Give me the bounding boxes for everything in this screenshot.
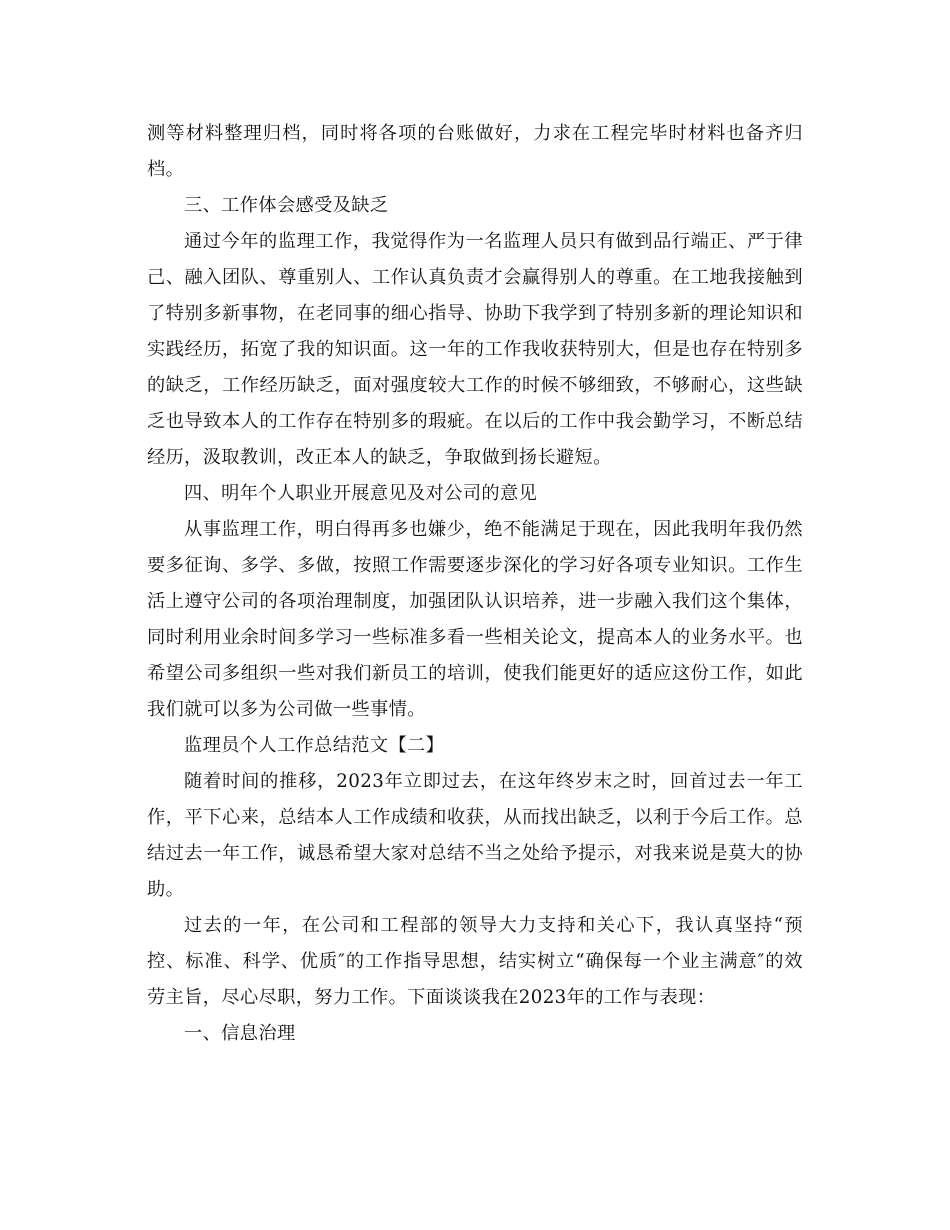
paragraph-work-experience: 通过今年的监理工作，我觉得作为一名监理人员只有做到品行端正、严于律己、融入团队、尊重别人、工作认真负责才会赢得别人的尊重。在工地我接触到了特别多新事物，在老同事的细心指导、协助下我学到了特别多新的理论知识和实践经历，拓宽了我的知识面。这一年的工作我收获特别大，但是也存在特别多的缺乏，工作经历缺乏，面对强度较大工作的时候不够细致，不够耐心，这些缺乏也导致本人的工作存在特别多的瑕疵。在以后的工作中我会勤学习，不断总结经历，汲取教训，改正本人的缺乏，争取做到扬长避短。 [147, 231, 803, 468]
paragraph-intro: 随着时间的推移，2023年立即过去，在这年终岁末之时，回首过去一年工作，平下心来，总结本人工作成绩和收获，从而找出缺乏，以利于今后工作。总结过去一年工作，诚恳希望大家对总结不当之处给予提示，对我来说是莫大的协助。 [147, 771, 803, 900]
section-heading-career-plan: 四、明年个人职业开展意见及对公司的意见 [184, 483, 538, 504]
section-heading-work-experience: 三、工作体会感受及缺乏 [184, 195, 389, 216]
section-heading-info-management: 一、信息治理 [184, 1023, 296, 1044]
paragraph-continuation: 测等材料整理归档，同时将各项的台账做好，力求在工程完毕时材料也备齐归档。 [147, 123, 803, 180]
paragraph-past-year: 过去的一年，在公司和工程部的领导大力支持和关心下，我认真坚持“预控、标准、科学、优质″的工作指导思想，结实树立“确保每一个业主满意″的效劳主旨，尽心尽职，努力工作。下面谈谈我在2023年的工作与表现： [147, 915, 803, 1008]
article-title-two: 监理员个人工作总结范文【二】 [184, 735, 445, 756]
paragraph-career-plan: 从事监理工作，明白得再多也嫌少，绝不能满足于现在，因此我明年我仍然要多征询、多学、多做，按照工作需要逐步深化的学习好各项专业知识。工作生活上遵守公司的各项治理制度，加强团队认识培养，进一步融入我们这个集体，同时利用业余时间多学习一些标准多看一些相关论文，提高本人的业务水平。也希望公司多组织一些对我们新员工的培训，使我们能更好的适应这份工作，如此我们就可以多为公司做一些事情。 [147, 519, 803, 720]
document-body [147, 116, 803, 1052]
